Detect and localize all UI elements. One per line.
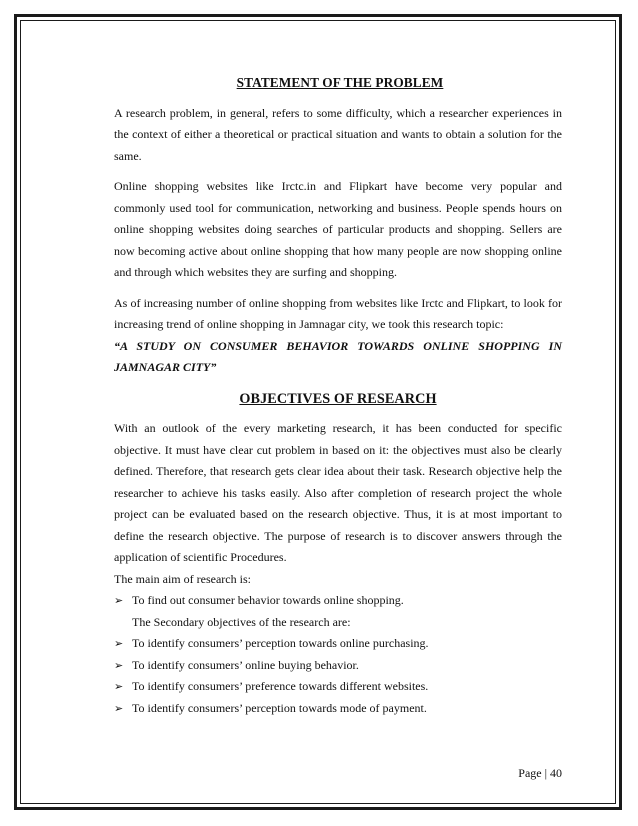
arrow-bullet-icon: ➢ [114, 594, 124, 607]
list-item-text: To identify consumers’ online buying behavior. [132, 657, 359, 672]
list-item-text: To find out consumer behavior towards online shopping. [132, 593, 404, 607]
list-item-text: To identify consumers’ preference towards different websites. [132, 679, 429, 693]
list-item-secondary-objective [114, 676, 562, 698]
list-item-text: To identify consumers’ perception towards mode of payment. [132, 700, 427, 715]
main-aim-list [114, 590, 562, 612]
research-topic-title: “A STUDY ON CONSUMER BEHAVIOR TOWARDS ONLINE SHOPPING IN JAMNAGAR CITY” [114, 338, 562, 374]
paragraph-topic-intro: As of increasing number of online shopping from websites like Irctc and Flipkart, to look for increasing trend of online shopping in Jamnagar city, we took this research topic: [114, 295, 562, 331]
main-aim-label: The main aim of research is: [114, 571, 251, 586]
list-item-text: To identify consumers’ perception towards online purchasing. [132, 636, 429, 650]
list-item-main-aim [114, 590, 562, 612]
secondary-objectives-label: The Secondary objectives of the research are: [132, 614, 351, 629]
arrow-bullet-icon: ➢ [114, 680, 124, 693]
paragraph-online-shopping: Online shopping websites like Irctc.in and Flipkart have become very popular and commonly used tool for communication, networking and business. People spends hours on online shopping websites doing searches of particular products and shopping. Sellers are now becoming active about online shopping that how many people are now shopping online and through which websites they are surfing and shopping. [114, 179, 562, 279]
list-item-secondary-objective [114, 633, 562, 655]
secondary-objectives-list [114, 633, 562, 719]
arrow-bullet-icon: ➢ [114, 658, 124, 672]
list-item-secondary-objective [114, 655, 562, 677]
arrow-bullet-icon: ➢ [114, 637, 124, 650]
arrow-bullet-icon: ➢ [114, 701, 124, 715]
page-content [114, 72, 562, 719]
paragraph-research-problem: A research problem, in general, refers to some difficulty, which a researcher experiences in the context of either a theoretical or practical situation and wants to obtain a solution for the same. [114, 105, 562, 163]
objectives-heading: OBJECTIVES OF RESEARCH [239, 390, 437, 407]
paragraph-objectives: With an outlook of the every marketing research, it has been conducted for specific objective. It must have clear cut problem in based on it: the objectives must also be clearly defined. Therefore, that research gets clear idea about their task. Research objective help the researcher to achieve his tasks easily. Also after completion of research project the whole project can be evaluated based on the research objective. Thus, it is at most important to define the research objective. The purpose of research is to discover answers through the application of scientific Procedures. [114, 421, 562, 564]
page-number: Page | 40 [518, 766, 562, 780]
statement-heading: STATEMENT OF THE PROBLEM [236, 75, 444, 90]
list-item-secondary-objective [114, 698, 562, 720]
